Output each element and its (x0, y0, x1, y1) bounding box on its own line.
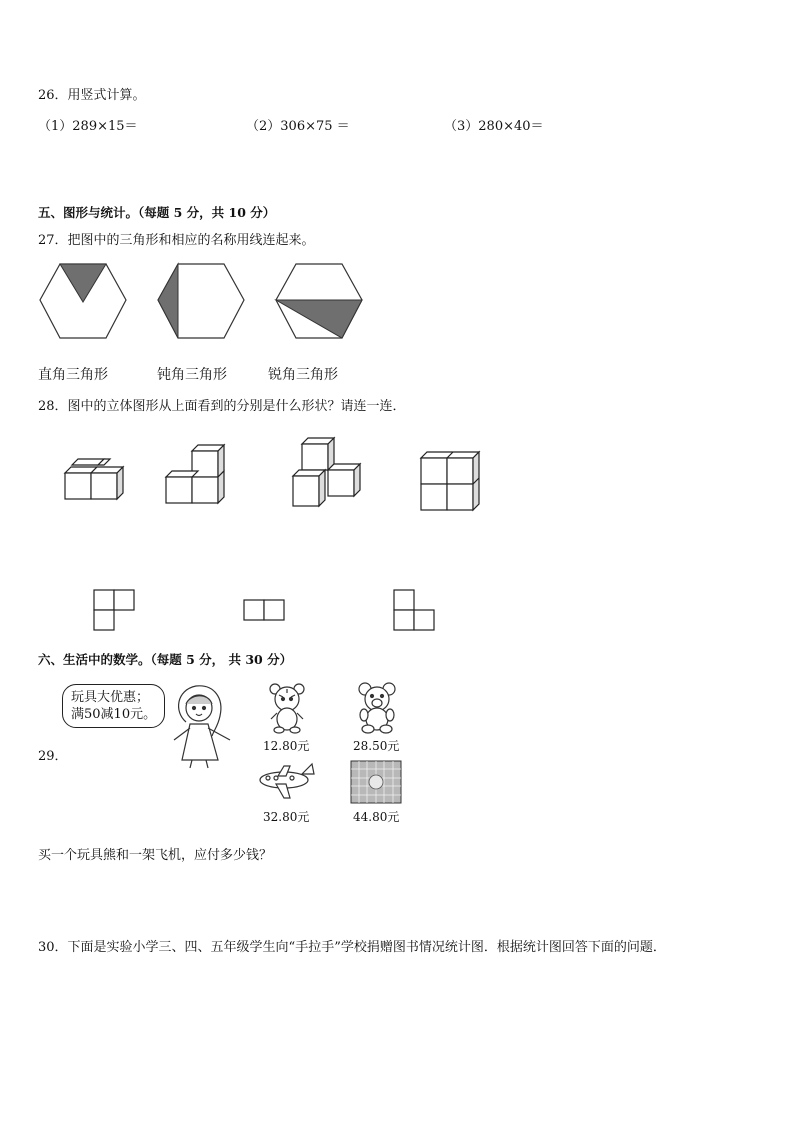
q29-number: 29． (38, 749, 68, 764)
hexagon-obtuse-triangle-figure (156, 262, 246, 340)
q26-item-2: （2）306×75 ＝ (246, 119, 350, 134)
tiger-price: 12.80元 (263, 739, 310, 753)
q27-title: 27．把图中的三角形和相应的名称用线连起来。 (38, 233, 315, 248)
puzzle-toy-icon (350, 760, 402, 804)
q29-question: 买一个玩具熊和一架飞机，应付多少钱？ (38, 848, 273, 863)
section6-heading: 六、生活中的数学。（每题 5 分， 共 30 分） (38, 652, 293, 667)
top-view-2 (243, 599, 287, 623)
q26-title: 26．用竖式计算。 (38, 88, 146, 103)
section5-heading: 五、图形与统计。（每题 5 分，共 10 分） (38, 205, 276, 220)
tiger-toy-icon (265, 681, 309, 733)
q28-title: 28．图中的立体图形从上面看到的分别是什么形状？请连一连． (38, 399, 406, 414)
hexagon-right-triangle-figure (38, 262, 128, 340)
solid-figure-4 (420, 450, 484, 512)
q26-item-3: （3）280×40＝ (444, 119, 544, 134)
girl-illustration (168, 682, 234, 768)
airplane-toy-icon (256, 762, 316, 802)
speech-bubble: 玩具大优惠； 满50减10元。 (62, 684, 165, 728)
top-view-3 (393, 589, 437, 633)
hexagon-acute-triangle-figure (274, 262, 364, 340)
puzzle-price: 44.80元 (353, 810, 400, 824)
bear-price: 28.50元 (353, 739, 400, 753)
q30-title: 30．下面是实验小学三、四、五年级学生向“手拉手”学校捐赠图书情况统计图．根据统计图回答下面的问题． (38, 940, 666, 955)
solid-figure-1 (64, 456, 128, 504)
bear-toy-icon (355, 681, 399, 733)
label-obtuse-triangle: 钝角三角形 (157, 367, 227, 383)
q26-item-1: （1）289×15＝ (38, 119, 138, 134)
solid-figure-3 (292, 436, 362, 508)
label-right-triangle: 直角三角形 (38, 367, 108, 383)
solid-figure-2 (165, 443, 229, 505)
top-view-1 (93, 589, 137, 633)
airplane-price: 32.80元 (263, 810, 310, 824)
label-acute-triangle: 锐角三角形 (268, 367, 338, 383)
